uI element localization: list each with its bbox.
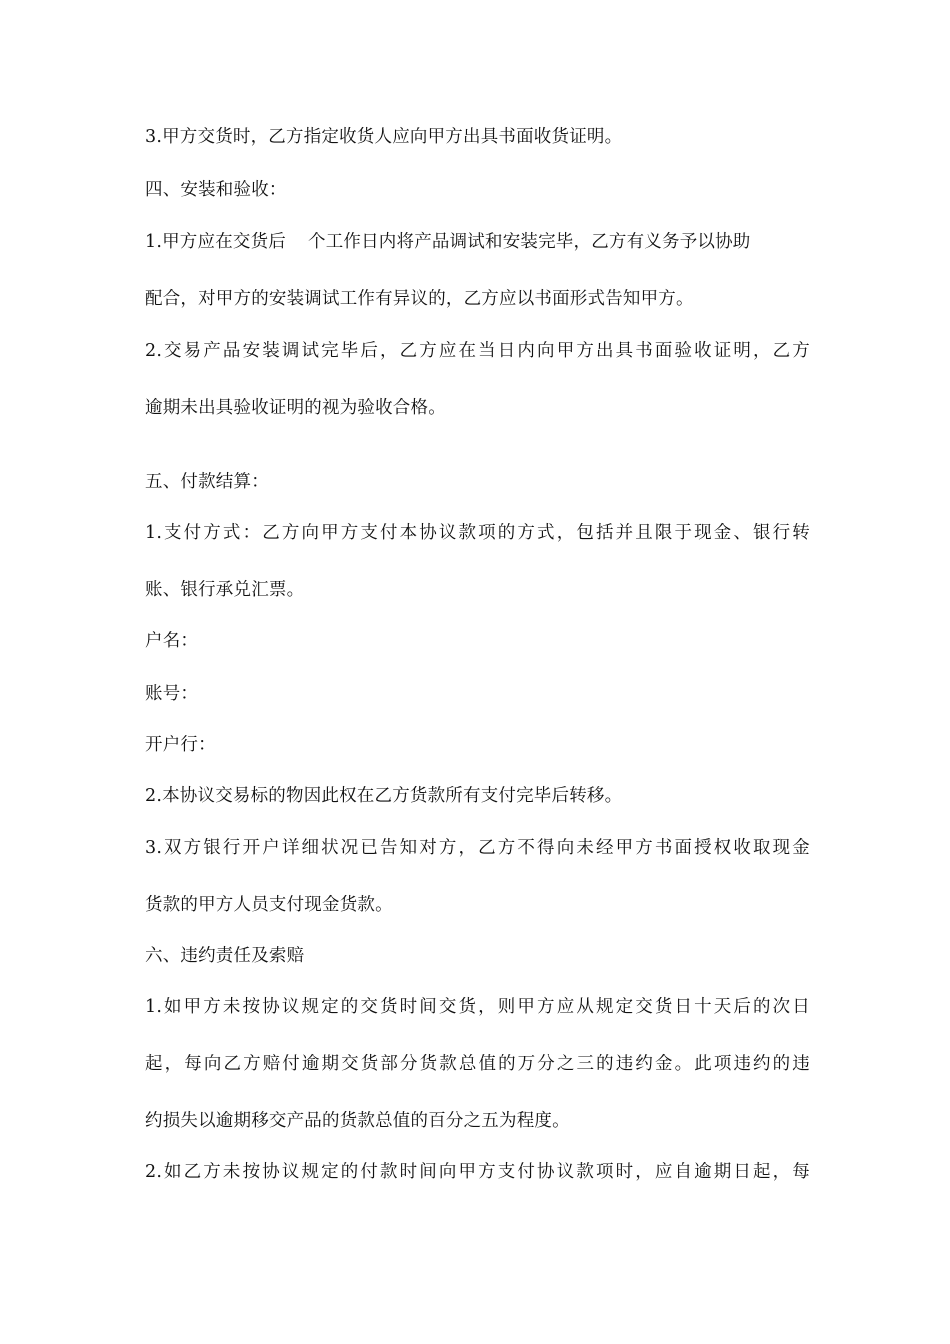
paragraph-line: 约损失以逾期移交产品的货款总值的百分之五为程度。	[145, 1111, 570, 1131]
paragraph-line: 3.甲方交货时，乙方指定收货人应向甲方出具书面收货证明。	[145, 127, 623, 147]
paragraph-line: 1.如甲方未按协议规定的交货时间交货，则甲方应从规定交货日十天后的次日	[145, 997, 810, 1017]
section-heading: 六、违约责任及索赔	[145, 946, 305, 966]
paragraph-line: 账、银行承兑汇票。	[145, 580, 305, 600]
section-heading: 五、付款结算：	[145, 472, 269, 492]
paragraph-line: 2.交易产品安装调试完毕后，乙方应在当日内向甲方出具书面验收证明，乙方	[145, 341, 810, 361]
paragraph-line: 2.本协议交易标的物因此权在乙方货款所有支付完毕后转移。	[145, 786, 623, 806]
paragraph-fragment: 个工作日内将产品调试和安装完毕，乙方有义务予以协助	[308, 232, 751, 252]
paragraph-line: 1.支付方式：乙方向甲方支付本协议款项的方式，包括并且限于现金、银行转	[145, 523, 810, 543]
paragraph-line: 2.如乙方未按协议规定的付款时间向甲方支付协议款项时，应自逾期日起，每	[145, 1162, 810, 1182]
field-label-bank: 开户行：	[145, 735, 216, 755]
paragraph-line: 配合，对甲方的安装调试工作有异议的，乙方应以书面形式告知甲方。	[145, 289, 694, 309]
paragraph-line	[145, 230, 810, 254]
section-heading: 四、安装和验收：	[145, 180, 287, 200]
paragraph-fragment: 1.甲方应在交货后	[145, 232, 286, 252]
paragraph-line: 货款的甲方人员支付现金货款。	[145, 895, 393, 915]
paragraph-line: 逾期未出具验收证明的视为验收合格。	[145, 398, 446, 418]
field-label-account-number: 账号：	[145, 684, 199, 704]
field-label-account-name: 户名：	[145, 631, 199, 651]
paragraph-line: 起，每向乙方赔付逾期交货部分货款总值的万分之三的违约金。此项违约的违	[145, 1054, 810, 1074]
paragraph-line: 3.双方银行开户详细状况已告知对方，乙方不得向未经甲方书面授权收取现金	[145, 838, 810, 858]
